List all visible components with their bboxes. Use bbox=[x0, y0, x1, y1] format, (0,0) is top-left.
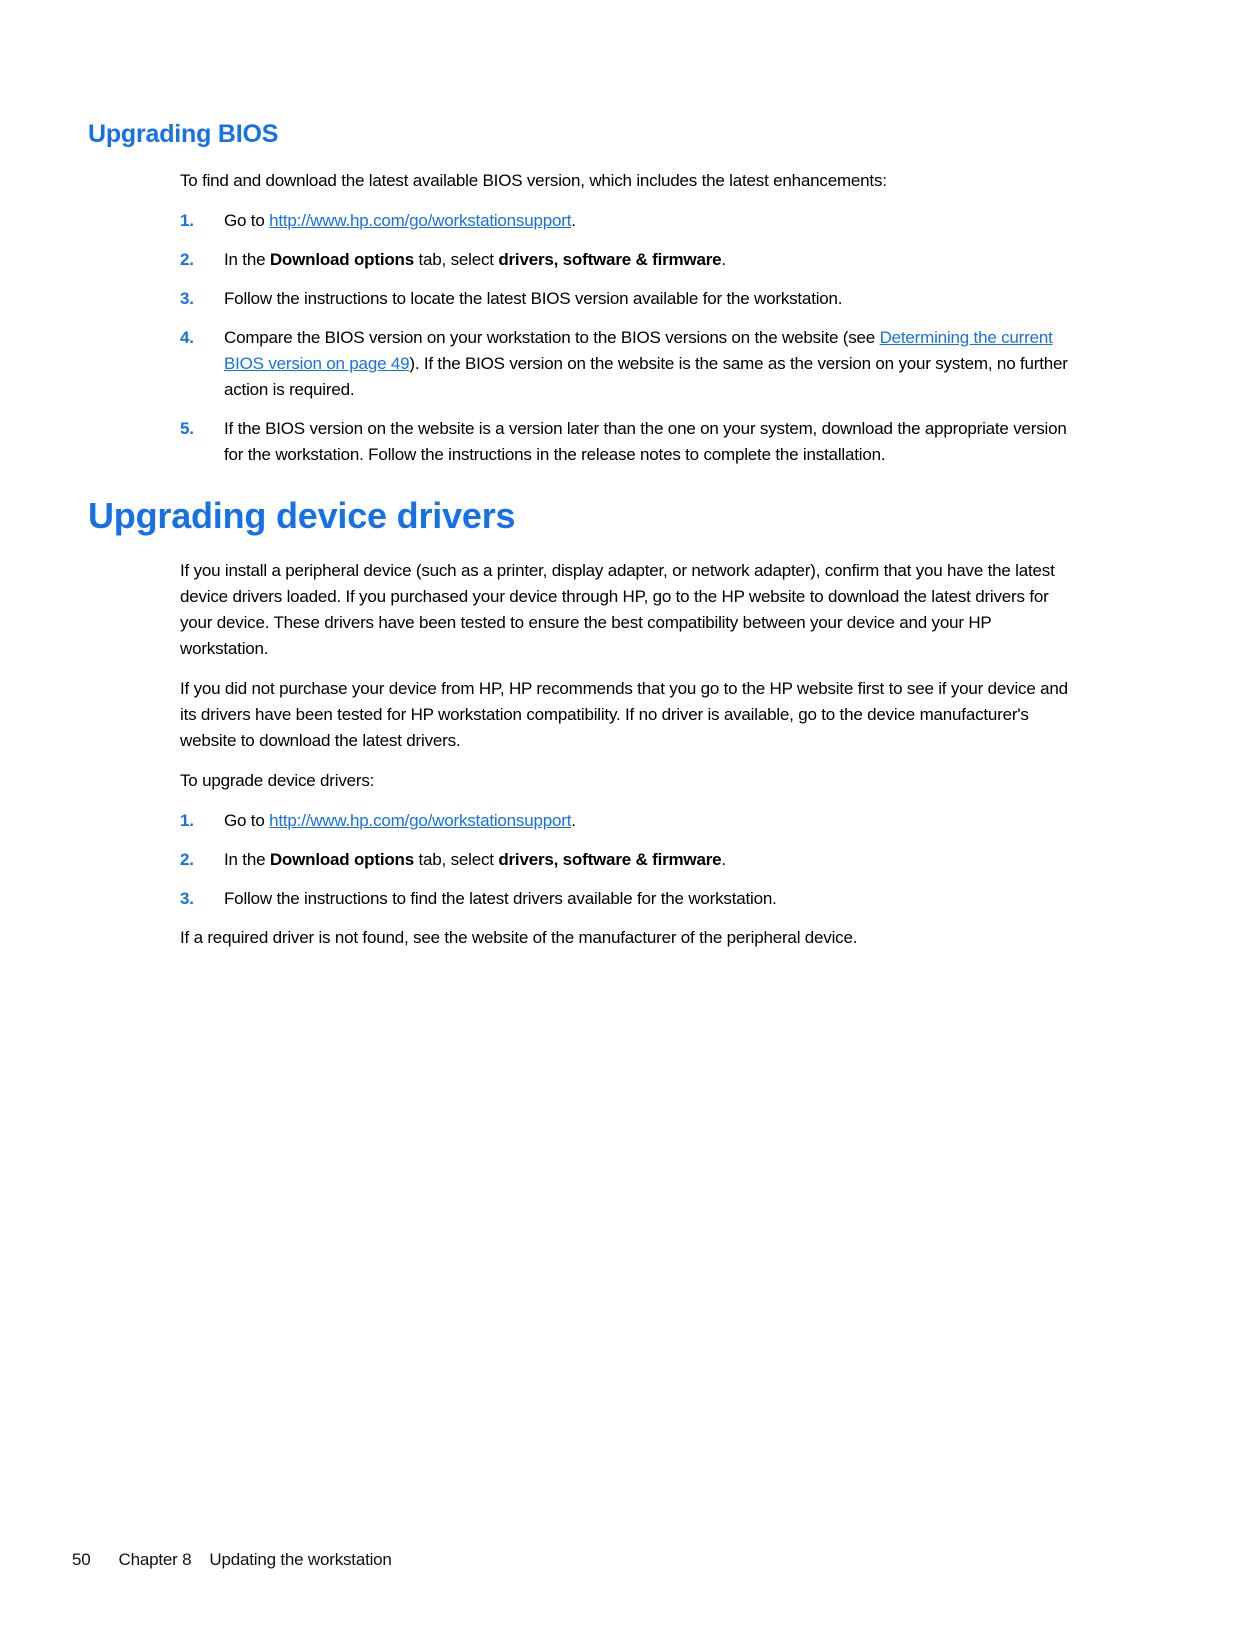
step-number: 3. bbox=[180, 289, 194, 308]
step-text bbox=[224, 850, 726, 869]
step-item-4 bbox=[180, 325, 1080, 403]
text-segment: . bbox=[721, 850, 726, 869]
paragraph-install-peripheral: If you install a peripheral device (such as a printer, display adapter, or network adapter), confirm that you have the latest device drivers loaded. If you purchased your device through HP, go to the HP website to download the latest drivers for your device. These drivers have been tested to ensure the best compatibility between your device and your HP workstation. bbox=[180, 561, 1055, 658]
text-segment: . bbox=[571, 211, 576, 230]
footer-chapter-label: Chapter 8 bbox=[118, 1550, 192, 1569]
step-item-5 bbox=[180, 416, 1080, 468]
step-number: 2. bbox=[180, 850, 194, 869]
step-item-3 bbox=[180, 286, 1080, 312]
text-segment: tab, select bbox=[413, 850, 499, 869]
link-hp-workstation-support[interactable]: http://www.hp.com/go/workstationsupport bbox=[269, 211, 572, 230]
text-segment: Compare the BIOS version on your workstation to the BIOS versions on the website (see bbox=[224, 328, 880, 347]
text-segment: Go to bbox=[224, 211, 270, 230]
step-item-2 bbox=[180, 847, 1080, 873]
section-upgrading-bios bbox=[88, 122, 1151, 468]
link-determining-current-bios-version[interactable]: Determining the current BIOS version on page 49 bbox=[224, 328, 1053, 373]
bold-text-drivers-software-firmware: drivers, software & firmware bbox=[498, 850, 722, 869]
link-hp-workstation-support[interactable]: http://www.hp.com/go/workstationsupport bbox=[269, 811, 572, 830]
footer-chapter-title: Updating the workstation bbox=[209, 1550, 392, 1569]
page-footer bbox=[72, 1548, 392, 1572]
paragraph-to-upgrade-device-drivers: To upgrade device drivers: bbox=[180, 771, 375, 790]
section-heading-upgrading-bios: Upgrading BIOS bbox=[88, 120, 279, 148]
text-segment: Go to bbox=[224, 811, 270, 830]
numbered-step-list bbox=[180, 808, 1080, 912]
step-text: If the BIOS version on the website is a version later than the one on your system, download the appropriate version for the workstation. Follow the instructions in the release notes to complete the installation. bbox=[224, 419, 1067, 464]
step-item-1 bbox=[180, 208, 1080, 234]
numbered-step-list bbox=[180, 208, 1080, 468]
section-body bbox=[180, 168, 1080, 468]
step-number: 1. bbox=[180, 811, 194, 830]
step-number: 2. bbox=[180, 250, 194, 269]
paragraph-driver-not-found: If a required driver is not found, see the website of the manufacturer of the peripheral device. bbox=[180, 928, 858, 947]
step-number: 1. bbox=[180, 211, 194, 230]
page-number: 50 bbox=[72, 1550, 91, 1569]
step-text: Follow the instructions to locate the latest BIOS version available for the workstation. bbox=[224, 289, 843, 308]
section-heading-upgrading-device-drivers: Upgrading device drivers bbox=[88, 495, 516, 536]
step-number: 4. bbox=[180, 328, 194, 347]
paragraph-not-purchased-from-hp: If you did not purchase your device from HP, HP recommends that you go to the HP website first to see if your device and its drivers have been tested for HP workstation compatibility. If no driver is available, go to the device manufacturer's website to download the latest drivers. bbox=[180, 679, 1068, 750]
text-segment: ). If the BIOS version on the website is the same as the version on your system, no further action is required. bbox=[224, 354, 1068, 399]
section-upgrading-device-drivers bbox=[88, 496, 1151, 951]
step-item-2 bbox=[180, 247, 1080, 273]
bold-text-download-options: Download options bbox=[269, 850, 414, 869]
bold-text-drivers-software-firmware: drivers, software & firmware bbox=[498, 250, 722, 269]
step-number: 3. bbox=[180, 889, 194, 908]
step-text: Follow the instructions to find the latest drivers available for the workstation. bbox=[224, 889, 777, 908]
step-item-3 bbox=[180, 886, 1080, 912]
step-text bbox=[224, 250, 726, 269]
text-segment: . bbox=[721, 250, 726, 269]
step-text bbox=[224, 328, 1068, 399]
step-number: 5. bbox=[180, 419, 194, 438]
section-body bbox=[180, 558, 1080, 951]
text-segment: In the bbox=[224, 250, 270, 269]
text-segment: . bbox=[571, 811, 576, 830]
step-text bbox=[224, 811, 576, 830]
intro-paragraph: To find and download the latest available BIOS version, which includes the latest enhancements: bbox=[180, 171, 887, 190]
bold-text-download-options: Download options bbox=[269, 250, 414, 269]
text-segment: tab, select bbox=[413, 250, 499, 269]
text-segment: In the bbox=[224, 850, 270, 869]
step-text bbox=[224, 211, 576, 230]
step-item-1 bbox=[180, 808, 1080, 834]
